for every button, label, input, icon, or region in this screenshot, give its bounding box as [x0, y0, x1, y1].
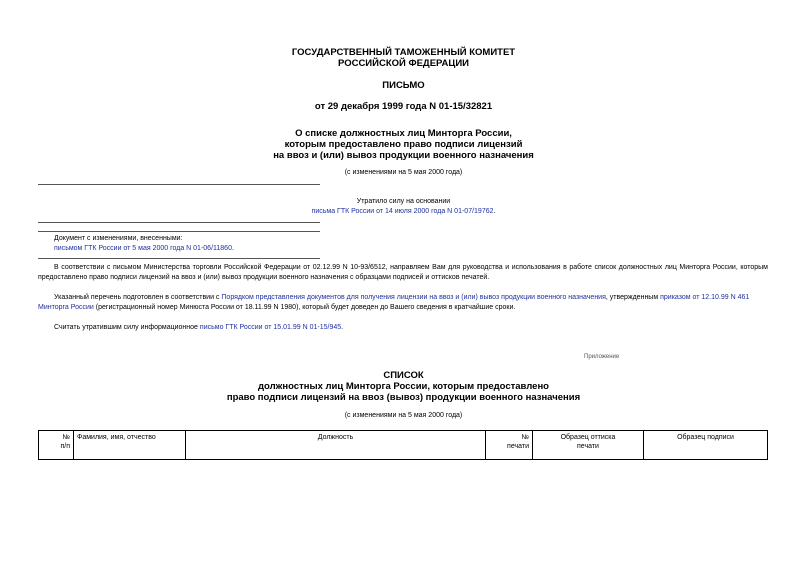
void-notice-suffix: .: [493, 208, 496, 215]
col-seal-number: № печати: [486, 431, 533, 460]
col-signature-sample: Образец подписи: [644, 431, 768, 460]
p2-text-c: (регистрационный номер Минюста России от 18.11.99 N 1980), который будет доведен до Вашего сведения в кратчайшие сроки.: [93, 304, 516, 311]
appendix-subtitle-line-2: право подписи лицензий на ввоз (вывоз) продукции военного назначения: [226, 392, 581, 403]
body-paragraph-1: В соответствии с письмом Министерства торговли Российской Федерации от 02.12.99 N 10-93/6512, направляем Вам для руководства и использования в работе список должностных лиц Минторга России, которым предоставлено право подписи лицензий на ввоз и (или) вывоз продукции военного назначения с образцами подписей и оттисков печатей.: [38, 264, 768, 281]
void-notice-link[interactable]: письма ГТК России от 14 июля 2000 года N 01-07/19762: [311, 208, 494, 215]
col-seal-sample: Образец оттиска печати: [533, 431, 644, 460]
changes-notice-suffix: .: [231, 245, 234, 252]
appendix-subtitle: [0, 381, 807, 403]
previous-letter-link[interactable]: письмо ГТК России от 15.01.99 N 01-15/945: [199, 324, 342, 331]
appendix-label: Приложение: [584, 354, 620, 360]
col-full-name: Фамилия, имя, отчество: [74, 431, 186, 460]
subject-line-1: О списке должностных лиц Минторга России,: [295, 128, 512, 139]
officials-table: [38, 430, 768, 460]
doc-subject: [0, 128, 807, 161]
changes-notice: [54, 234, 234, 254]
p3-text-b: .: [341, 324, 344, 331]
appendix-subtitle-line-1: должностных лиц Минторга России, которым предоставлено: [258, 381, 549, 392]
agency-name: [0, 47, 807, 69]
appendix-title: СПИСОК: [383, 370, 424, 381]
subject-line-2: которым предоставлено право подписи лицензий: [284, 139, 523, 150]
p3-text-a: Считать утратившим силу информационное: [54, 324, 200, 331]
divider: [38, 222, 320, 223]
procedure-link[interactable]: Порядком представления документов для получения лицензии на ввоз и (или) вывоз продукции военного назначения: [221, 294, 606, 301]
void-notice-link-line: [200, 207, 607, 217]
divider: [38, 184, 320, 185]
divider: [38, 258, 320, 259]
appendix-amended-note: (с изменениями на 5 мая 2000 года): [344, 412, 463, 419]
col-number: № п/п: [39, 431, 74, 460]
void-notice: [200, 197, 607, 217]
doc-type: ПИСЬМО: [382, 80, 425, 91]
changes-notice-link-line: [54, 244, 234, 254]
changes-notice-label: Документ с изменениями, внесенными:: [54, 235, 183, 242]
p2-text-b: , утвержденным: [605, 294, 661, 301]
void-notice-text: Утратило силу на основании: [356, 198, 451, 205]
col-position: Должность: [186, 431, 486, 460]
body-paragraph-3: [38, 323, 768, 333]
amended-note: (с изменениями на 5 мая 2000 года): [344, 169, 463, 176]
doc-date-number: от 29 декабря 1999 года N 01-15/32821: [314, 101, 493, 112]
subject-line-3: на ввоз и (или) вывоз продукции военного назначения: [273, 150, 534, 161]
p2-text-a: Указанный перечень подготовлен в соответствии с: [54, 294, 222, 301]
table-header-row: [39, 431, 768, 460]
agency-line-2: РОССИЙСКОЙ ФЕДЕРАЦИИ: [337, 58, 469, 69]
body-paragraph-2: [38, 293, 768, 313]
divider: [38, 231, 320, 232]
agency-line-1: ГОСУДАРСТВЕННЫЙ ТАМОЖЕННЫЙ КОМИТЕТ: [291, 47, 516, 58]
order-link[interactable]: приказом от 12.10.99 N 461 Минторга России: [38, 294, 750, 311]
changes-notice-link[interactable]: письмом ГТК России от 5 мая 2000 года N 01-06/11860: [54, 245, 232, 252]
